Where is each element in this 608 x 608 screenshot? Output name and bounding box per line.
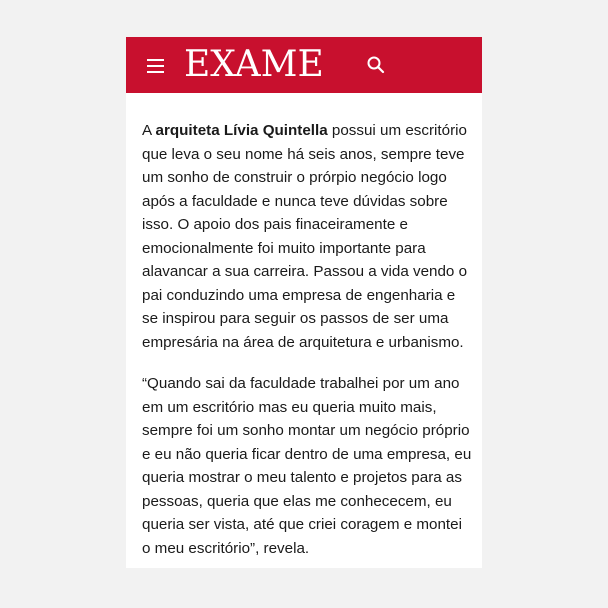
architect-name: arquiteta Lívia Quintella (155, 122, 328, 139)
menu-bar (147, 59, 164, 61)
menu-bar (147, 65, 164, 67)
search-icon[interactable] (366, 55, 386, 75)
site-header (126, 37, 482, 93)
exame-logo[interactable]: EXAME (184, 44, 324, 85)
hamburger-menu-icon[interactable] (147, 59, 164, 73)
paragraph-lead: A (142, 122, 156, 139)
mobile-page (126, 37, 482, 568)
article-paragraph (142, 119, 472, 354)
menu-bar (147, 71, 164, 73)
article-quote-paragraph: “Quando sai da faculdade trabalhei por um ano em um escritório mas eu queria muito mais, sempre foi um sonho montar um negócio próprio e eu não queria ficar dentro de uma empresa, eu queria mostrar o meu talento e projetos para as pessoas, queria que elas me conhececem, eu queria ser vista, até que criei coragem e montei o meu escritório”, revela. (142, 375, 472, 557)
paragraph-text: possui um escritório que leva o seu nome há seis anos, sempre teve um sonho de construir o prórpio negócio logo após a faculdade e nunca teve dúvidas sobre isso. O apoio dos pais finaceiramente e emocionalmente foi muito importante para alavancar a sua carreira. Passou a vida vendo o pai conduzindo uma empresa de engenharia e se inspirou para seguir os passos de ser uma empresária na área de arquitetura e urbanismo. (142, 122, 468, 351)
article-body (142, 119, 472, 568)
